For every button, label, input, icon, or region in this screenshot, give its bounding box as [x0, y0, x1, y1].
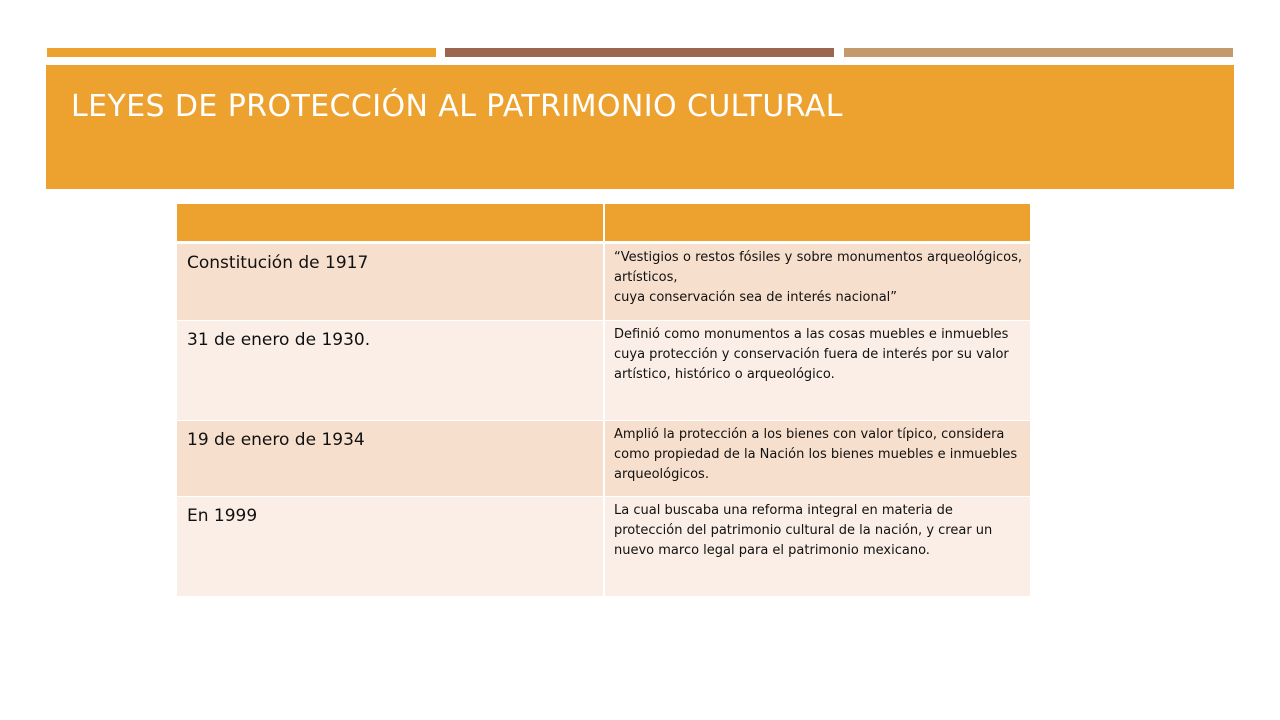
law-description: La cual buscaba una reforma integral en materia de protección del patrimonio cultural de la nación, y crear un nuevo marco legal para el patrimonio mexicano.: [614, 503, 993, 558]
law-date: 19 de enero de 1934: [187, 430, 365, 450]
law-date: 31 de enero de 1930.: [187, 330, 371, 350]
title-band: [46, 65, 1234, 189]
description-cell: [604, 243, 1030, 321]
table-row: [177, 497, 1030, 597]
laws-table: [177, 204, 1030, 597]
law-description: “Vestigios o restos fósiles y sobre monumentos arqueológicos, artísticos, cuya conservación sea de interés nacional”: [614, 250, 1022, 305]
table-header-cell: [604, 204, 1030, 243]
table-header-row: [177, 204, 1030, 243]
description-cell: [604, 321, 1030, 421]
description-cell: [604, 497, 1030, 597]
date-cell: [177, 421, 604, 497]
table-row: [177, 243, 1030, 321]
accent-bar-orange: [47, 48, 436, 57]
law-description: Definió como monumentos a las cosas muebles e inmuebles cuya protección y conservación fuera de interés por su valor artístico, histórico o arqueológico.: [614, 327, 1009, 382]
law-date: Constitución de 1917: [187, 253, 369, 273]
slide-title: LEYES DE PROTECCIÓN AL PATRIMONIO CULTURAL: [71, 89, 843, 124]
date-cell: [177, 497, 604, 597]
accent-bar-brown: [445, 48, 834, 57]
date-cell: [177, 243, 604, 321]
date-cell: [177, 321, 604, 421]
description-cell: [604, 421, 1030, 497]
law-description: Amplió la protección a los bienes con valor típico, considera como propiedad de la Nación los bienes muebles e inmuebles arqueológicos.: [614, 427, 1018, 482]
table-row: [177, 321, 1030, 421]
accent-bar-tan: [844, 48, 1233, 57]
law-date: En 1999: [187, 506, 258, 526]
table-header-cell: [177, 204, 604, 243]
table-row: [177, 421, 1030, 497]
